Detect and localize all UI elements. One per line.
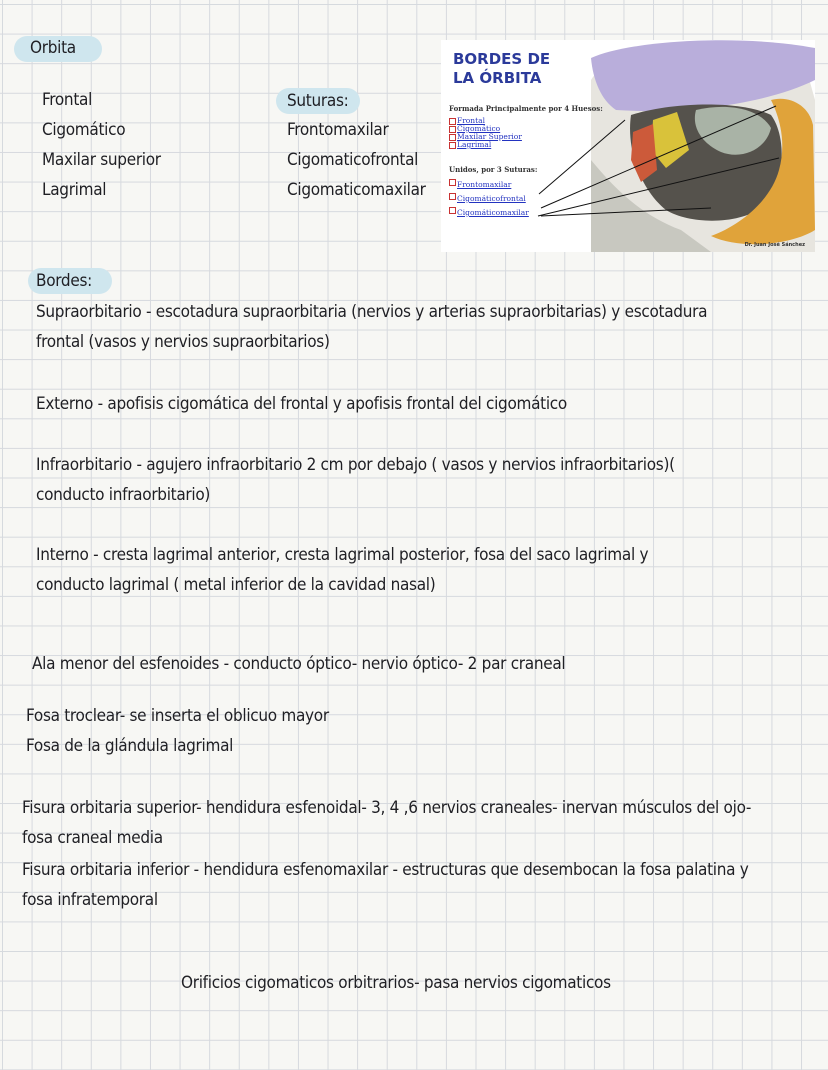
page-title: Orbita [30,38,76,58]
ala-menor-note: Ala menor del esfenoides - conducto óptico- nervio óptico- 2 par craneal [32,654,566,674]
figure-bone-item: Maxilar Superior [449,133,522,141]
figure-title: BORDES DE LA ÓRBITA [453,50,551,87]
bone-item: Frontal [42,90,93,110]
borde-externo: Externo - apofisis cigomática del frontal y apofisis frontal del cigomático [36,394,567,414]
bone-item: Maxilar superior [42,150,161,170]
sutures-heading: Suturas: [287,91,349,111]
figure-bone-item: Cigomático [449,125,522,133]
borde-interno: Interno - cresta lagrimal anterior, cresta lagrimal posterior, fosa del saco lagrimal y conducto lagrimal ( metal inferior de la cavidad nasal) [36,545,649,595]
figure-credit: Dr. Juan José Sánchez [744,242,805,248]
figure-subtitle-sutures: Unidos, por 3 Suturas: [449,165,538,174]
figure-suture-item: Frontomaxilar [449,178,529,192]
suture-item: Frontomaxilar [287,120,389,140]
fosa-glandula-note: Fosa de la glándula lagrimal [26,736,234,756]
fisura-superior-note: Fisura orbitaria superior- hendidura esfenoidal- 3, 4 ,6 nervios craneales- inervan músculos del ojo- fosa craneal media [22,798,752,848]
figure-bone-item: Lagrimal [449,141,522,149]
bone-item: Cigomático [42,120,126,140]
borde-supraorbitario: Supraorbitario - escotadura supraorbitaria (nervios y arterias supraorbitarias) y escotadura frontal (vasos y nervios supraorbitarios) [36,302,708,352]
fisura-inferior-note: Fisura orbitaria inferior - hendidura esfenomaxilar - estructuras que desembocan la fosa palatina y fosa infratemporal [22,860,749,910]
borde-infraorbitario: Infraorbitario - agujero infraorbitario 2 cm por debajo ( vasos y nervios infraorbitarios)( conducto infraorbitario) [36,455,675,505]
figure-suture-item: Cigomáticomaxilar [449,206,529,220]
figure-bone-item: Frontal [449,117,522,125]
orbit-figure [441,40,815,252]
bordes-heading: Bordes: [36,271,92,291]
orificios-note: Orificios cigomaticos orbitrarios- pasa nervios cigomaticos [181,973,611,993]
suture-item: Cigomaticofrontal [287,150,419,170]
suture-item: Cigomaticomaxilar [287,180,426,200]
figure-suture-item: Cigomáticofrontal [449,192,529,206]
fosa-troclear-note: Fosa troclear- se inserta el oblicuo mayor [26,706,329,726]
bone-item: Lagrimal [42,180,107,200]
figure-sutures-list [449,178,529,220]
figure-subtitle-bones: Formada Principalmente por 4 Huesos: [449,104,603,113]
figure-bones-list [449,117,522,149]
